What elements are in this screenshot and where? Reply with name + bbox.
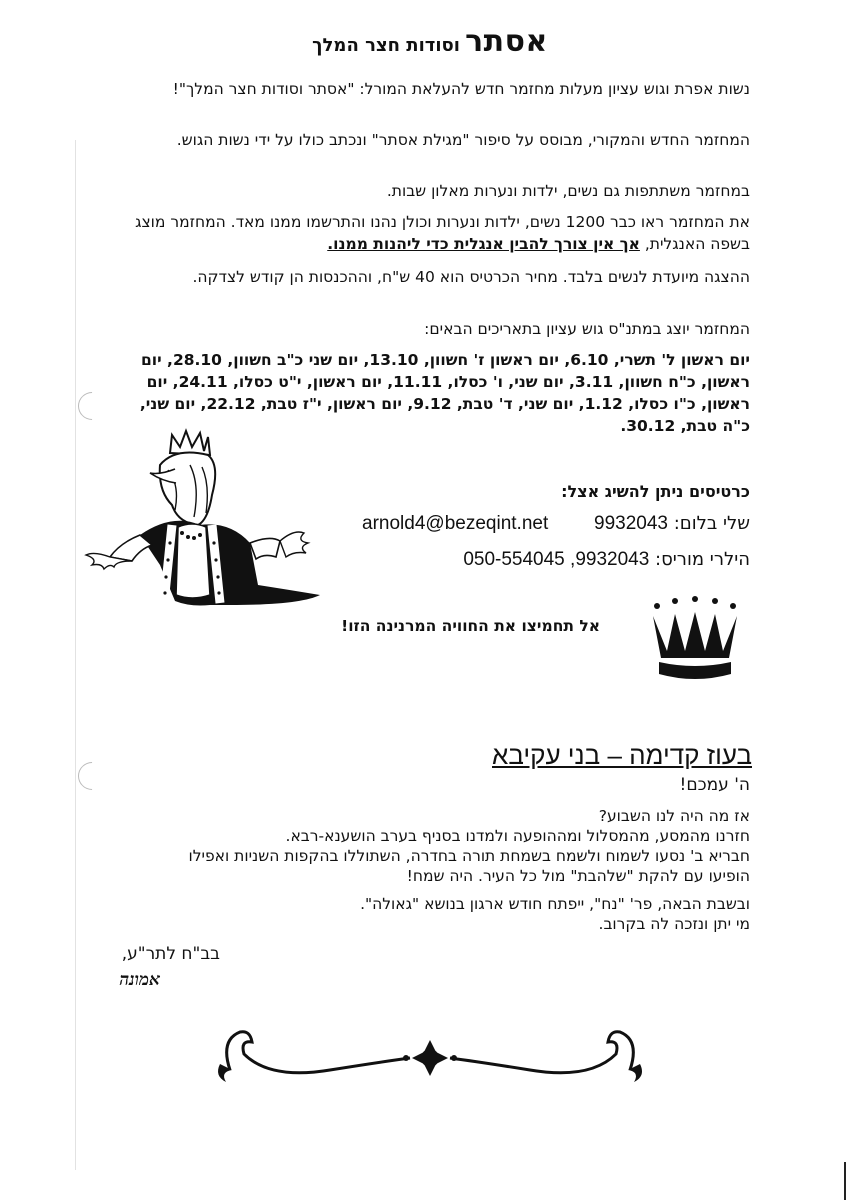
contact2-name: הילרי מוריס: bbox=[655, 549, 750, 570]
section2-line: חזרנו מהמסע, מהמסלול ומההופעה ולמדנו בסניף בערב הושענא-רבא. bbox=[285, 827, 750, 845]
queen-illustration bbox=[80, 425, 340, 625]
crown-icon bbox=[645, 596, 745, 686]
punch-hole-mark bbox=[72, 386, 112, 426]
signature-name: אמונה bbox=[119, 970, 160, 990]
paragraph-intro: נשות אפרת וגוש עציון מעלות מחזמר חדש להעלאת המורל: "אסתר וסודות חצר המלך"! bbox=[172, 80, 750, 98]
section2-line: חבריא ב' נסעו לשמוח ולשמח בשמחת תורה בחדרה, השתוללו בהקפות השניות ואפילו הופיעו עם להקת "שלהבת" מול כל העיר. היה שמח! bbox=[188, 847, 750, 885]
section2-greeting: ה' עמכם! bbox=[679, 775, 750, 795]
title-rest: וסודות חצר המלך bbox=[312, 35, 460, 56]
section2-line: ובשבת הבאה, פר' "נח", ייפתח חודש ארגון בנושא "גאולה". bbox=[360, 895, 750, 913]
ornament-divider-icon bbox=[210, 1020, 650, 1090]
contact-line-2 bbox=[330, 549, 750, 571]
title-main: אסתר bbox=[465, 24, 548, 59]
punch-hole-mark bbox=[72, 756, 112, 796]
paragraph-price: ההצגה מיועדת לנשים בלבד. מחיר הכרטיס הוא 40 ש"ח, וההכנסות הן קודש לצדקה. bbox=[192, 268, 750, 286]
signature-line: בב"ח לתר"ע, bbox=[121, 944, 220, 964]
paragraph-original: המחזמר החדש והמקורי, מבוסס על סיפור "מגילת אסתר" ונכתב כולו על ידי נשות הגוש. bbox=[176, 131, 750, 149]
contact1-phone: 9932043 bbox=[594, 513, 668, 534]
right-edge-rule bbox=[844, 1162, 846, 1200]
paragraph-audience-text: את המחזמר ראו כבר 1200 נשים, ילדות ונערות וכולן נהנו והתרשמו ממנו מאד. המחזמר מוצג בשפה האנגלית, bbox=[135, 213, 750, 253]
slogan: אל תחמיצו את החוויה המרנינה הזו! bbox=[341, 617, 600, 635]
paragraph-dates: יום ראשון ל' תשרי, 6.10, יום ראשון ז' חשוון, 13.10, יום שני כ"ב חשוון, 28.10, יום ראשון, כ"ח חשוון, 3.11, יום שני, ו' כסלו, 11.11, יום ראשון, י"ט כסלו, 24.11, יום ראשון, כ"ו כסלו, 1.12, יום שני, ד' טבת, 9.12, יום ראשון, י"ז טבת, 22.12, יום שני, כ"ה טבת, 30.12. bbox=[139, 351, 750, 435]
tickets-heading: כרטיסים ניתן להשיג אצל: bbox=[561, 482, 750, 501]
paragraph-audience-emphasis: אך אין צורך להבין אנגלית כדי ליהנות ממנו. bbox=[327, 235, 640, 253]
paragraph-participants: במחזמר משתתפות גם נשים, ילדות ונערות מאלון שבות. bbox=[386, 182, 750, 200]
left-margin-line bbox=[75, 140, 76, 1170]
contact2-phones: 9932043, 050-554045 bbox=[463, 549, 650, 570]
contact1-name: שלי בלום: bbox=[673, 513, 750, 534]
section2-line: מי יתן ונזכה לה בקרוב. bbox=[598, 915, 750, 933]
section2-line: אז מה היה לנו השבוע? bbox=[598, 807, 750, 825]
contact1-email[interactable]: arnold4@bezeqint.net bbox=[362, 513, 549, 534]
paragraph-venue: המחזמר יוצג במתנ"ס גוש עציון בתאריכים הבאים: bbox=[424, 320, 750, 338]
section2-body bbox=[150, 806, 750, 934]
page-title bbox=[100, 24, 760, 59]
paragraph-audience bbox=[120, 211, 750, 255]
contact-line-1 bbox=[330, 513, 750, 535]
section2-title: בעוז קדימה – בני עקיבא bbox=[492, 740, 752, 770]
